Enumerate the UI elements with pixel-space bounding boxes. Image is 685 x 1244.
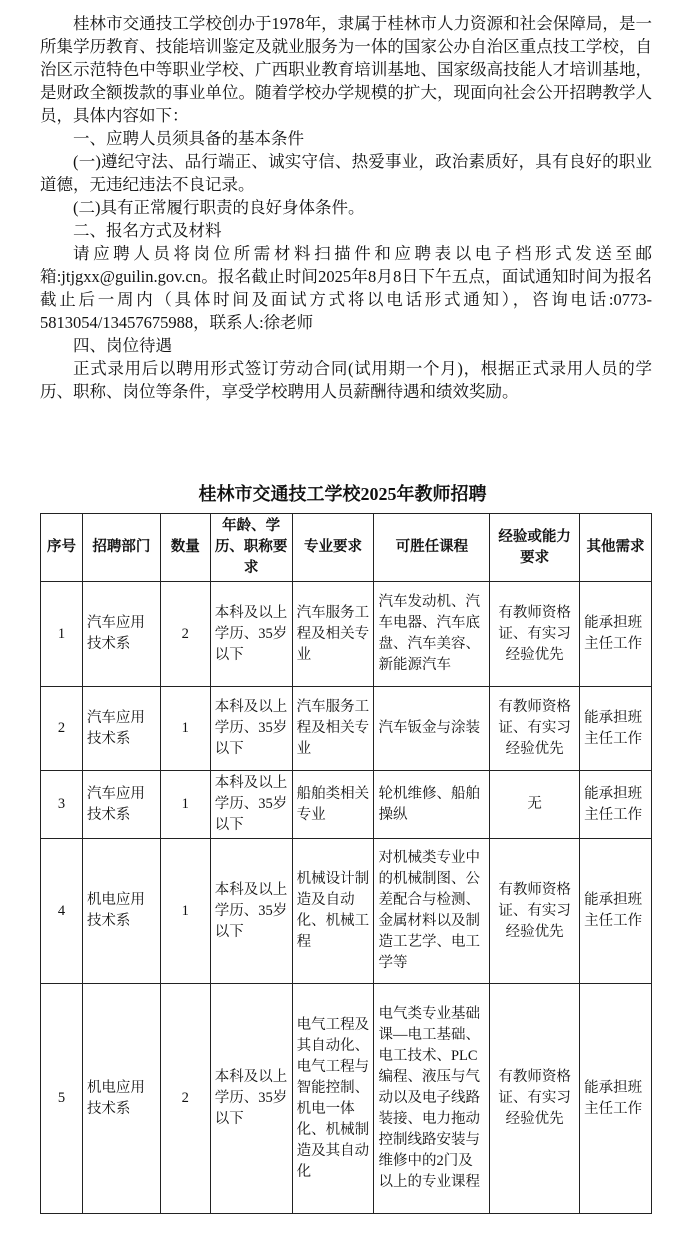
application-paragraph: 请应聘人员将岗位所需材料扫描件和应聘表以电子档形式发送至邮箱:jtjgxx@guilin.gov.cn。报名截止时间2025年8月8日下午五点，面试通知时间为报名截止后一周内（具体时间及面试方式将以电话形式通知），咨询电话:0773-5813054/13457675988，联系人:徐老师 (40, 244, 652, 332)
table-cell: 能承担班主任工作 (580, 687, 652, 771)
table-cell: 机械设计制造及自动化、机械工程 (292, 839, 374, 984)
table-cell: 2 (41, 687, 83, 771)
recruitment-table (40, 513, 652, 1214)
table-cell: 本科及以上学历、35岁以下 (210, 582, 292, 687)
table-row (41, 839, 652, 984)
table-title: 桂林市交通技工学校2025年教师招聘 (198, 484, 487, 504)
table-cell: 轮机维修、船舶操纵 (374, 771, 490, 839)
table-cell: 机电应用技术系 (82, 839, 160, 984)
table-cell: 有教师资格证、有实习经验优先 (490, 984, 580, 1214)
table-row (41, 687, 652, 771)
column-header: 序号 (41, 514, 83, 582)
intro-paragraph: 桂林市交通技工学校创办于1978年，隶属于桂林市人力资源和社会保障局，是一所集学历教育、技能培训鉴定及就业服务为一体的国家公办自治区重点技工学校，自治区示范特色中等职业学校、广西职业教育培训基地、国家级高技能人才培训基地，是财政全额拨款的事业单位。随着学校办学规模的扩大，现面向社会公开招聘教学人员，具体内容如下： (40, 14, 652, 125)
column-header: 经验或能力要求 (490, 514, 580, 582)
section-heading: 一、应聘人员须具备的基本条件 (73, 129, 304, 148)
section-heading: 四、岗位待遇 (73, 336, 172, 355)
table-cell: 船舶类相关专业 (292, 771, 374, 839)
table-cell: 1 (160, 839, 210, 984)
table-row (41, 771, 652, 839)
table-cell: 2 (160, 582, 210, 687)
table-cell: 本科及以上学历、35岁以下 (210, 984, 292, 1214)
table-cell: 本科及以上学历、35岁以下 (210, 771, 292, 839)
table-cell: 4 (41, 839, 83, 984)
column-header: 可胜任课程 (374, 514, 490, 582)
intro-text (40, 12, 652, 403)
table-cell: 汽车应用技术系 (82, 687, 160, 771)
table-cell: 能承担班主任工作 (580, 771, 652, 839)
requirement-item: (一)遵纪守法、品行端正、诚实守信、热爱事业，政治素质好，具有良好的职业道德，无违纪违法不良记录。 (40, 152, 652, 194)
table-cell: 汽车服务工程及相关专业 (292, 582, 374, 687)
table-cell: 对机械类专业中的机械制图、公差配合与检测、金属材料以及制造工艺学、电工学等 (374, 839, 490, 984)
table-cell: 汽车钣金与涂装 (374, 687, 490, 771)
table-cell: 能承担班主任工作 (580, 839, 652, 984)
table-cell: 1 (160, 771, 210, 839)
table-cell: 1 (160, 687, 210, 771)
section-heading: 二、报名方式及材料 (73, 221, 222, 240)
requirement-item: (二)具有正常履行职责的良好身体条件。 (73, 198, 365, 217)
table-cell: 3 (41, 771, 83, 839)
table-cell: 电气工程及其自动化、电气工程与智能控制、机电一体化、机械制造及其自动化 (292, 984, 374, 1214)
table-cell: 本科及以上学历、35岁以下 (210, 687, 292, 771)
table-cell: 能承担班主任工作 (580, 582, 652, 687)
table-cell: 2 (160, 984, 210, 1214)
table-cell: 无 (490, 771, 580, 839)
table-cell: 能承担班主任工作 (580, 984, 652, 1214)
benefits-paragraph: 正式录用后以聘用形式签订劳动合同(试用期一个月)，根据正式录用人员的学历、职称、岗位等条件，享受学校聘用人员薪酬待遇和绩效奖励。 (40, 359, 652, 401)
column-header: 其他需求 (580, 514, 652, 582)
table-cell: 本科及以上学历、35岁以下 (210, 839, 292, 984)
table-cell: 有教师资格证、有实习经验优先 (490, 582, 580, 687)
column-header: 专业要求 (292, 514, 374, 582)
table-header-row (41, 514, 652, 582)
table-cell: 汽车服务工程及相关专业 (292, 687, 374, 771)
table-cell: 汽车应用技术系 (82, 771, 160, 839)
table-cell: 汽车发动机、汽车电器、汽车底盘、汽车美容、新能源汽车 (374, 582, 490, 687)
table-cell: 5 (41, 984, 83, 1214)
table-row (41, 582, 652, 687)
table-cell: 有教师资格证、有实习经验优先 (490, 687, 580, 771)
column-header: 年龄、学历、职称要求 (210, 514, 292, 582)
column-header: 招聘部门 (82, 514, 160, 582)
table-cell: 电气类专业基础课—电工基础、电工技术、PLC编程、液压与气动以及电子线路装接、电力拖动控制线路安装与维修中的2门及以上的专业课程 (374, 984, 490, 1214)
table-cell: 1 (41, 582, 83, 687)
table-cell: 机电应用技术系 (82, 984, 160, 1214)
table-cell: 有教师资格证、有实习经验优先 (490, 839, 580, 984)
table-row (41, 984, 652, 1214)
table-cell: 汽车应用技术系 (82, 582, 160, 687)
column-header: 数量 (160, 514, 210, 582)
